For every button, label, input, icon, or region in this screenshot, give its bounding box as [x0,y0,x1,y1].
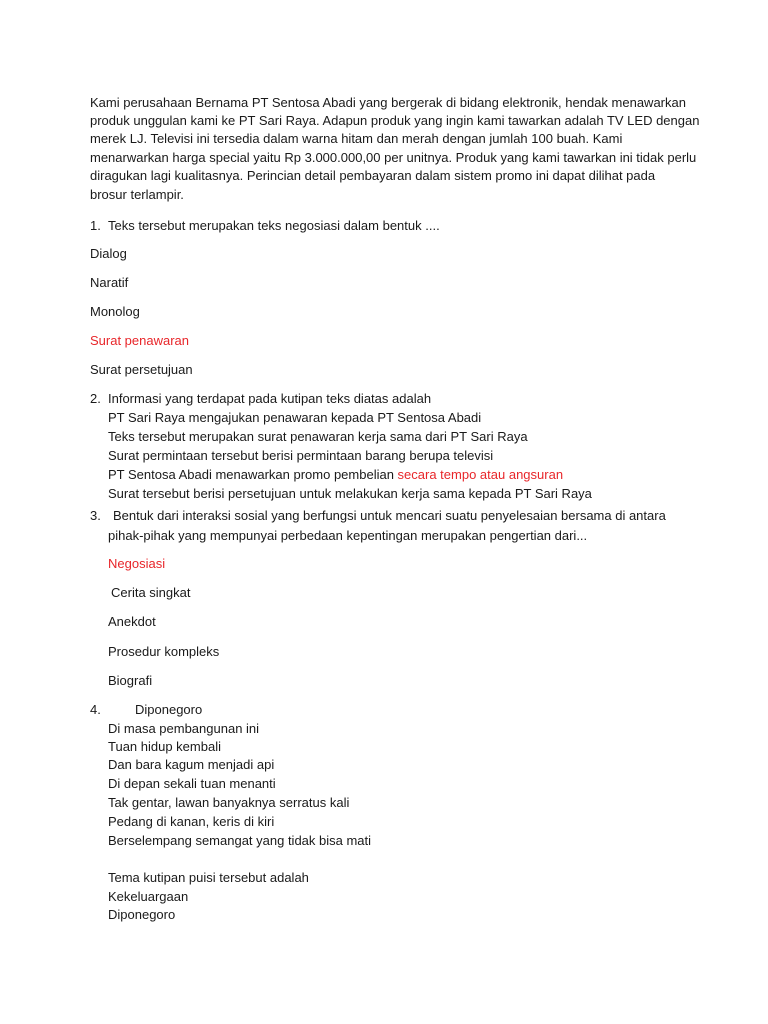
question-text: Tema kutipan puisi tersebut adalah [108,870,309,885]
poem-line: Berselempang semangat yang tidak bisa mati [108,833,372,848]
option-highlighted: secara tempo atau angsuran [397,467,564,482]
option: Kekeluargaan [108,889,189,904]
option: Prosedur kompleks [108,644,220,659]
question-text: pihak-pihak yang mempunyai perbedaan kepentingan merupakan pengertian dari... [108,528,588,543]
option: Monolog [90,304,140,319]
intro-line: brosur terlampir. [90,187,184,202]
option [108,466,563,484]
poem-line: Tak gentar, lawan banyaknya serratus kali [108,795,350,810]
question-number: 2. [90,391,101,406]
option: Teks tersebut merupakan surat penawaran kerja sama dari PT Sari Raya [108,429,528,444]
intro-line: produk unggulan kami ke PT Sari Raya. Adapun produk yang ingin kami tawarkan adalah TV LED dengan [90,113,700,128]
option-highlighted: Surat penawaran [90,333,190,348]
option: Surat persetujuan [90,362,193,377]
option: PT Sari Raya mengajukan penawaran kepada PT Sentosa Abadi [108,410,482,425]
option: Anekdot [108,614,156,629]
poem-line: Tuan hidup kembali [108,739,221,754]
question-text: Informasi yang terdapat pada kutipan teks diatas adalah [108,391,432,406]
intro-line: Kami perusahaan Bernama PT Sentosa Abadi yang bergerak di bidang elektronik, hendak menawarkan [90,95,686,110]
poem-title: Diponegoro [135,702,203,717]
intro-line: menarwarkan harga special yaitu Rp 3.000.000,00 per unitnya. Produk yang kami tawarkan ini tidak perlu [90,150,697,165]
intro-line: merek LJ. Televisi ini tersedia dalam warna hitam dan merah dengan jumlah 100 buah. Kami [90,131,623,146]
option: Diponegoro [108,907,176,922]
option: Biografi [108,673,153,688]
intro-line: diragukan lagi kualitasnya. Perincian detail pembayaran dalam sistem promo ini dapat dilihat pada [90,168,656,183]
poem-line: Dan bara kagum menjadi api [108,757,275,772]
question-number: 4. [90,702,101,717]
poem-line: Di masa pembangunan ini [108,721,260,736]
poem-line: Pedang di kanan, keris di kiri [108,814,275,829]
option: Naratif [90,275,129,290]
option: Cerita singkat [111,585,191,600]
poem-line: Di depan sekali tuan menanti [108,776,276,791]
option-highlighted: Negosiasi [108,556,166,571]
option: Surat permintaan tersebut berisi permintaan barang berupa televisi [108,448,494,463]
option-text: PT Sentosa Abadi menawarkan promo pembelian [108,467,398,482]
option: Surat tersebut berisi persetujuan untuk melakukan kerja sama kepada PT Sari Raya [108,486,592,501]
option: Dialog [90,246,127,261]
question-text: Teks tersebut merupakan teks negosiasi dalam bentuk .... [108,218,440,233]
question-number: 3. [90,508,101,523]
question-number: 1. [90,218,101,233]
question-text: Bentuk dari interaksi sosial yang berfungsi untuk mencari suatu penyelesaian bersama di antara [113,508,666,523]
